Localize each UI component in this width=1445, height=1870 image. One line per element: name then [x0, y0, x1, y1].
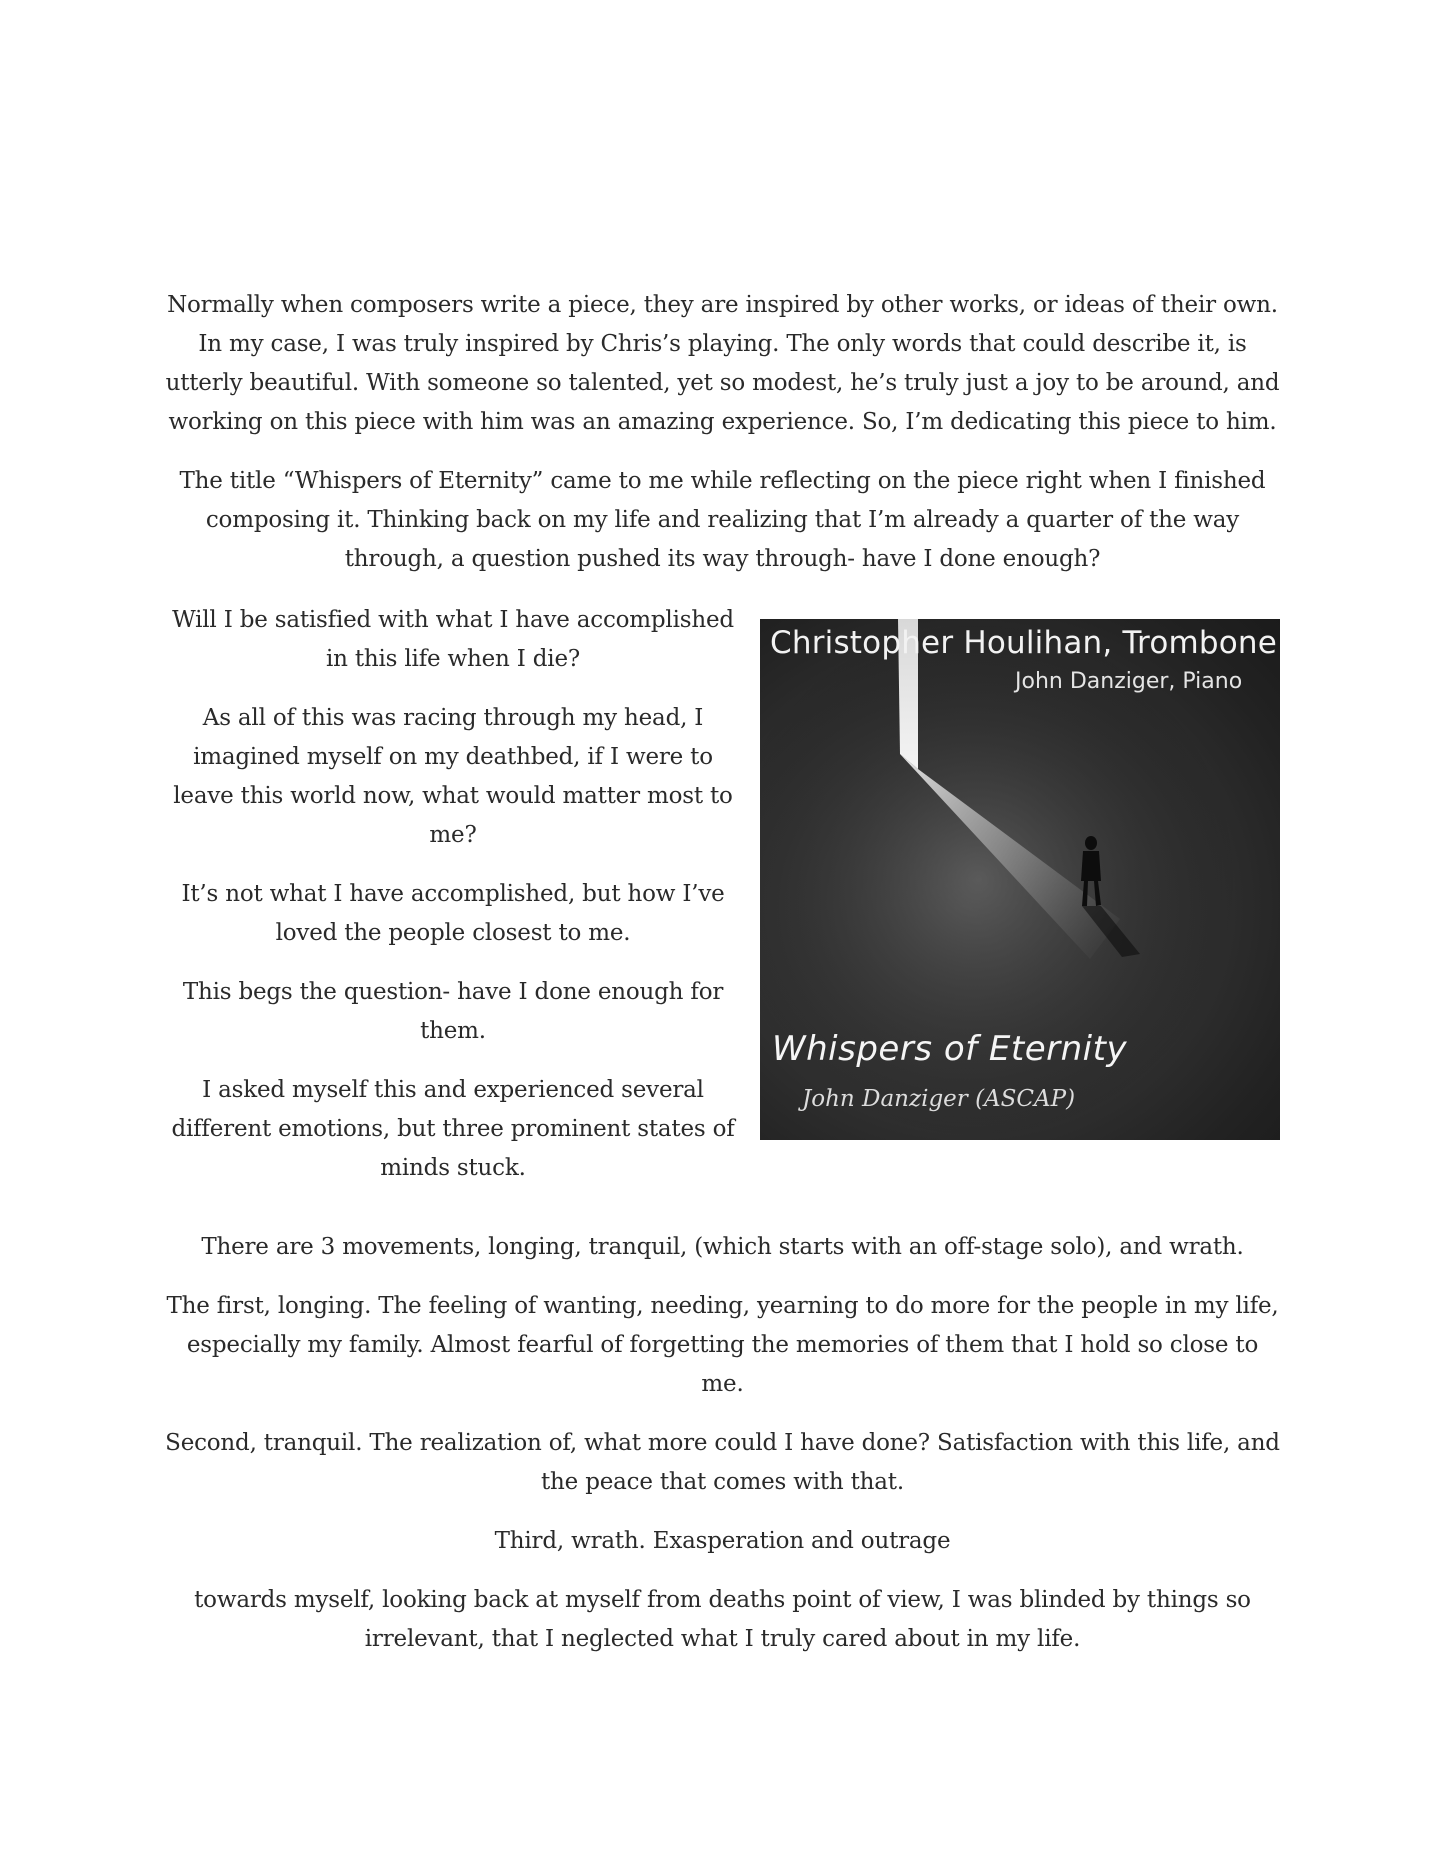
reflection-paragraph-5: I asked myself this and experienced several different emotions, but three prominent states of minds stuck. [171, 1077, 735, 1181]
cover-pianist: John Danziger, Piano [1015, 669, 1243, 694]
movements-paragraph-1: There are 3 movements, longing, tranquil, (which starts with an off-stage solo), and wrath. [201, 1234, 1244, 1260]
reflection-paragraph-1: Will I be satisfied with what I have accomplished in this life when I die? [172, 607, 734, 672]
movements-section [165, 1228, 1280, 1659]
reflection-paragraph-2: As all of this was racing through my head, I imagined myself on my deathbed, if I were to leave this world now, what would matter most to me? [173, 705, 733, 848]
intro-paragraph-2: The title “Whispers of Eternity” came to me while reflecting on the piece right when I finished composing it. Thinking back on my life and realizing that I’m already a quarter of the way through, a question pushed its way through- have I done enough? [179, 468, 1266, 572]
movements-paragraph-5: towards myself, looking back at myself from deaths point of view, I was blinded by things so irrelevant, that I neglected what I truly cared about in my life. [194, 1587, 1251, 1652]
movements-paragraph-4: Third, wrath. Exasperation and outrage [494, 1528, 951, 1554]
reflection-column [168, 601, 738, 1188]
reflection-paragraph-3: It’s not what I have accomplished, but how I’ve loved the people closest to me. [181, 881, 725, 946]
album-cover-image [760, 619, 1280, 1140]
reflection-paragraph-4: This begs the question- have I done enough for them. [182, 979, 724, 1044]
movements-paragraph-3: Second, tranquil. The realization of, what more could I have done? Satisfaction with this life, and the peace that comes with that. [165, 1430, 1280, 1495]
intro-paragraph-1: Normally when composers write a piece, they are inspired by other works, or ideas of their own. In my case, I was truly inspired by Chris’s playing. The only words that could describe it, is utterly beautiful. With someone so talented, yet so modest, he’s truly just a joy to be around, and working on this piece with him was an amazing experience. So, I’m dedicating this piece to him. [165, 292, 1280, 435]
cover-title: Whispers of Eternity [772, 1029, 1128, 1069]
intro-section [165, 286, 1280, 579]
cover-performer: Christopher Houlihan, Trombone [770, 625, 1278, 661]
movements-paragraph-2: The first, longing. The feeling of wanting, needing, yearning to do more for the people in my life, especially my family. Almost fearful of forgetting the memories of them that I hold so close to me. [166, 1293, 1279, 1397]
cover-composer: John Danziger (ASCAP) [802, 1086, 1076, 1112]
